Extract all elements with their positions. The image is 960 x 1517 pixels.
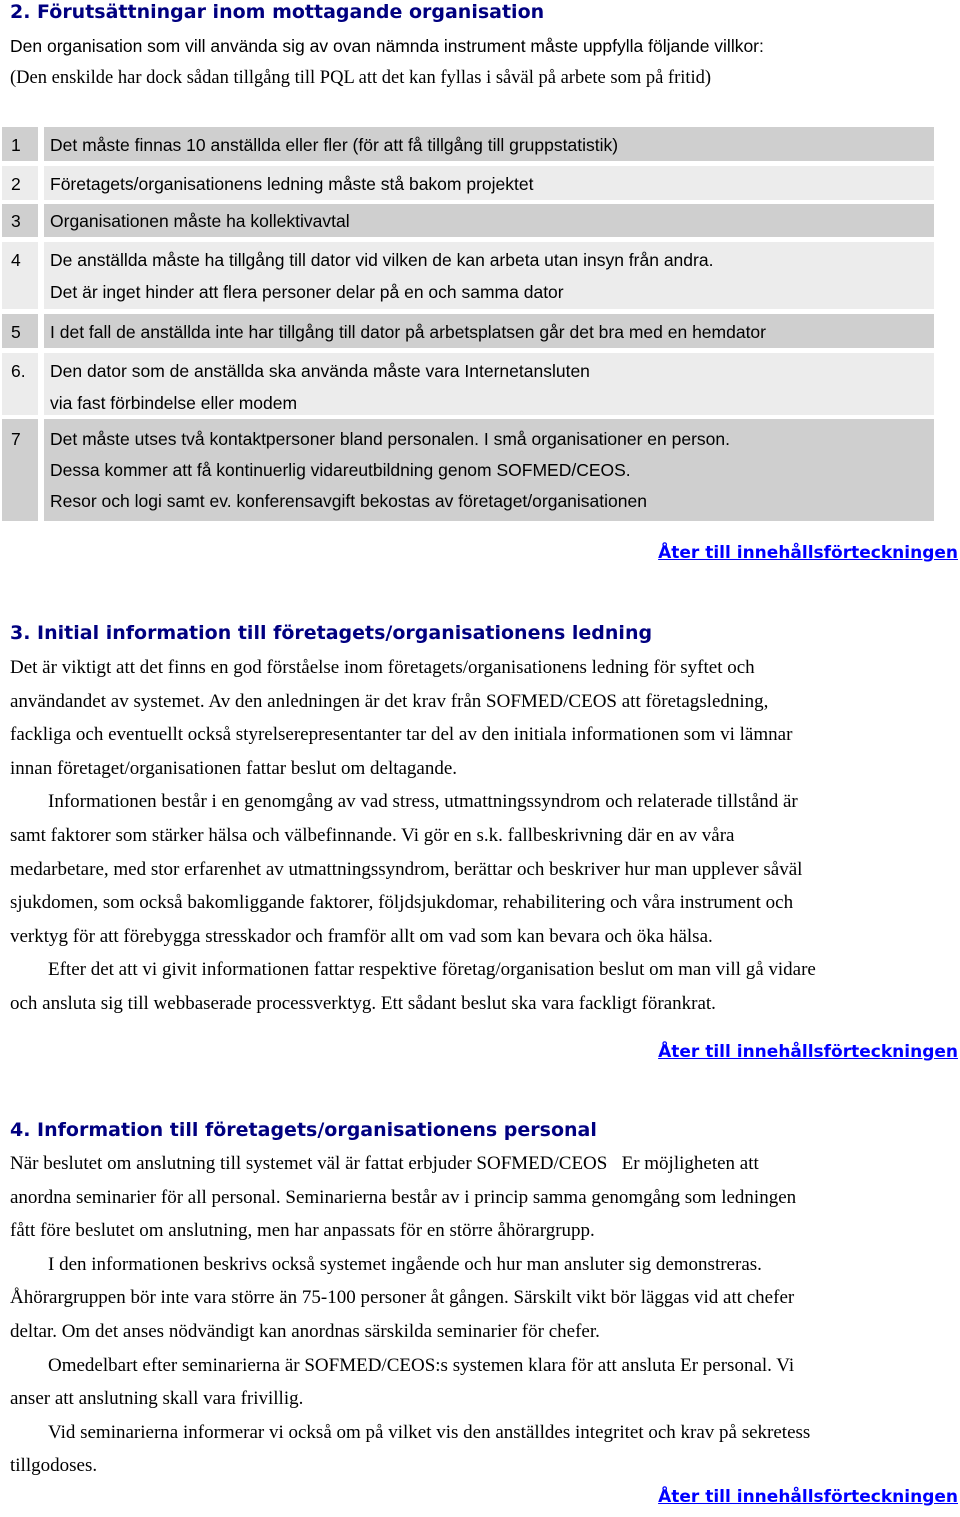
row-number: 3: [11, 211, 21, 231]
section-2-note: (Den enskilde har dock sådan tillgång till PQL att det kan fyllas i såväl på arbete som på fritid): [10, 68, 712, 88]
table-row: [2, 314, 934, 348]
text-line: anordna seminarier för all personal. Seminarierna består av i princip samma genomgång som ledningen: [10, 1186, 797, 1208]
text-line: samt faktorer som stärker hälsa och välbefinnande. Vi gör en s.k. fallbeskrivning där en av våra: [10, 824, 735, 846]
text-line: Åhörargruppen bör inte vara större än 75-100 personer åt gången. Särskilt vikt bör läggas vid att chefer: [10, 1287, 795, 1309]
table-row: [2, 204, 934, 237]
text-line: sjukdomen, som också bakomliggande faktorer, följdsjukdomar, rehabilitering och våra instrument och: [10, 892, 794, 914]
text-line: Efter det att vi givit informationen fattar respektive företag/organisation beslut om man vill gå vidare: [48, 959, 816, 981]
row-text: Den dator som de anställda ska använda måste vara Internetansluten: [50, 361, 590, 381]
text-line: och ansluta sig till webbaserade processverktyg. Ett sådant beslut ska vara fackligt förankrat.: [10, 992, 716, 1014]
row-text: De anställda måste ha tillgång till dator vid vilken de kan arbeta utan insyn från andra.: [50, 250, 714, 270]
row-text: Det måste finnas 10 anställda eller fler (för att få tillgång till gruppstatistik): [50, 135, 619, 155]
text-line: Det är viktigt att det finns en god förståelse inom företagets/organisationens ledning för syftet och: [10, 657, 755, 678]
section-3-title: 3. Initial information till företagets/organisationens ledning: [10, 622, 653, 644]
row-number: 2: [11, 174, 21, 194]
row-number: 1: [11, 135, 21, 155]
back-to-toc-link[interactable]: Åter till innehållsförteckningen: [658, 543, 958, 563]
row-text: Organisationen måste ha kollektivavtal: [50, 211, 350, 231]
row-number: 6.: [11, 361, 26, 381]
section-2-intro: Den organisation som vill använda sig av ovan nämnda instrument måste uppfylla följande villkor:: [10, 36, 764, 56]
text-line: användandet av systemet. Av den anledningen är det krav från SOFMED/CEOS att företagsledning,: [10, 690, 769, 712]
table-row: [2, 242, 934, 309]
text-line: När beslutet om anslutning till systemet väl är fattat erbjuder SOFMED/CEOS Er möjligheten att: [10, 1153, 759, 1174]
row-text: Företagets/organisationens ledning måste stå bakom projektet: [50, 174, 534, 194]
text-line: Informationen består i en genomgång av vad stress, utmattningssyndrom och relaterade tillstånd är: [48, 791, 798, 813]
row-number: 7: [11, 429, 21, 449]
table-row: [2, 353, 934, 415]
text-line: deltar. Om det anses nödvändigt kan anordnas särskilda seminarier för chefer.: [10, 1320, 600, 1342]
row-text: I det fall de anställda inte har tillgång till dator på arbetsplatsen går det bra med en hemdator: [50, 322, 766, 342]
back-to-toc-link[interactable]: Åter till innehållsförteckningen: [658, 1042, 958, 1062]
row-number: 5: [11, 322, 21, 342]
text-line: I den informationen beskrivs också systemet ingående och hur man ansluter sig demonstreras.: [48, 1253, 762, 1275]
text-line: Omedelbart efter seminarierna är SOFMED/CEOS:s systemen klara för att ansluta Er personal. Vi: [48, 1354, 795, 1376]
table-row: [2, 419, 934, 521]
row-number: 4: [11, 250, 21, 270]
row-text: Det måste utses två kontaktpersoner bland personalen. I små organisationer en person.: [50, 429, 730, 449]
section-3-body: [10, 651, 955, 1021]
row-text: Det är inget hinder att flera personer delar på en och samma dator: [50, 282, 564, 302]
text-line: medarbetare, med stor erfarenhet av utmattningssyndrom, berättar och beskriver hur man upplever såväl: [10, 858, 803, 880]
row-text: Dessa kommer att få kontinuerlig vidareutbildning genom SOFMED/CEOS.: [50, 460, 631, 480]
text-line: anser att anslutning skall vara frivillig.: [10, 1388, 304, 1410]
section-4-title: 4. Information till företagets/organisationens personal: [10, 1119, 597, 1141]
table-row: [2, 127, 934, 161]
text-line: fått före beslutet om anslutning, men har anpassats för en större åhörargrupp.: [10, 1220, 595, 1242]
text-line: fackliga och eventuellt också styrelserepresentanter tar del av den initiala informationen som vi lämnar: [10, 724, 793, 746]
text-line: verktyg för att förebygga stresskador och framför allt om vad som kan bevara och öka hälsa.: [10, 925, 713, 947]
text-line: tillgodoses.: [10, 1455, 98, 1477]
text-line: Vid seminarierna informerar vi också om på vilket vis den anställdes integritet och krav på sekretess: [48, 1421, 811, 1443]
row-text: Resor och logi samt ev. konferensavgift bekostas av företaget/organisationen: [50, 491, 647, 511]
section-4-body: [10, 1147, 955, 1483]
text-line: innan företaget/organisationen fattar beslut om deltagande.: [10, 757, 458, 779]
table-row: [2, 166, 934, 200]
back-to-toc-link[interactable]: Åter till innehållsförteckningen: [658, 1487, 958, 1507]
section-2-title: 2. Förutsättningar inom mottagande organisation: [10, 1, 545, 23]
row-text: via fast förbindelse eller modem: [50, 393, 298, 413]
